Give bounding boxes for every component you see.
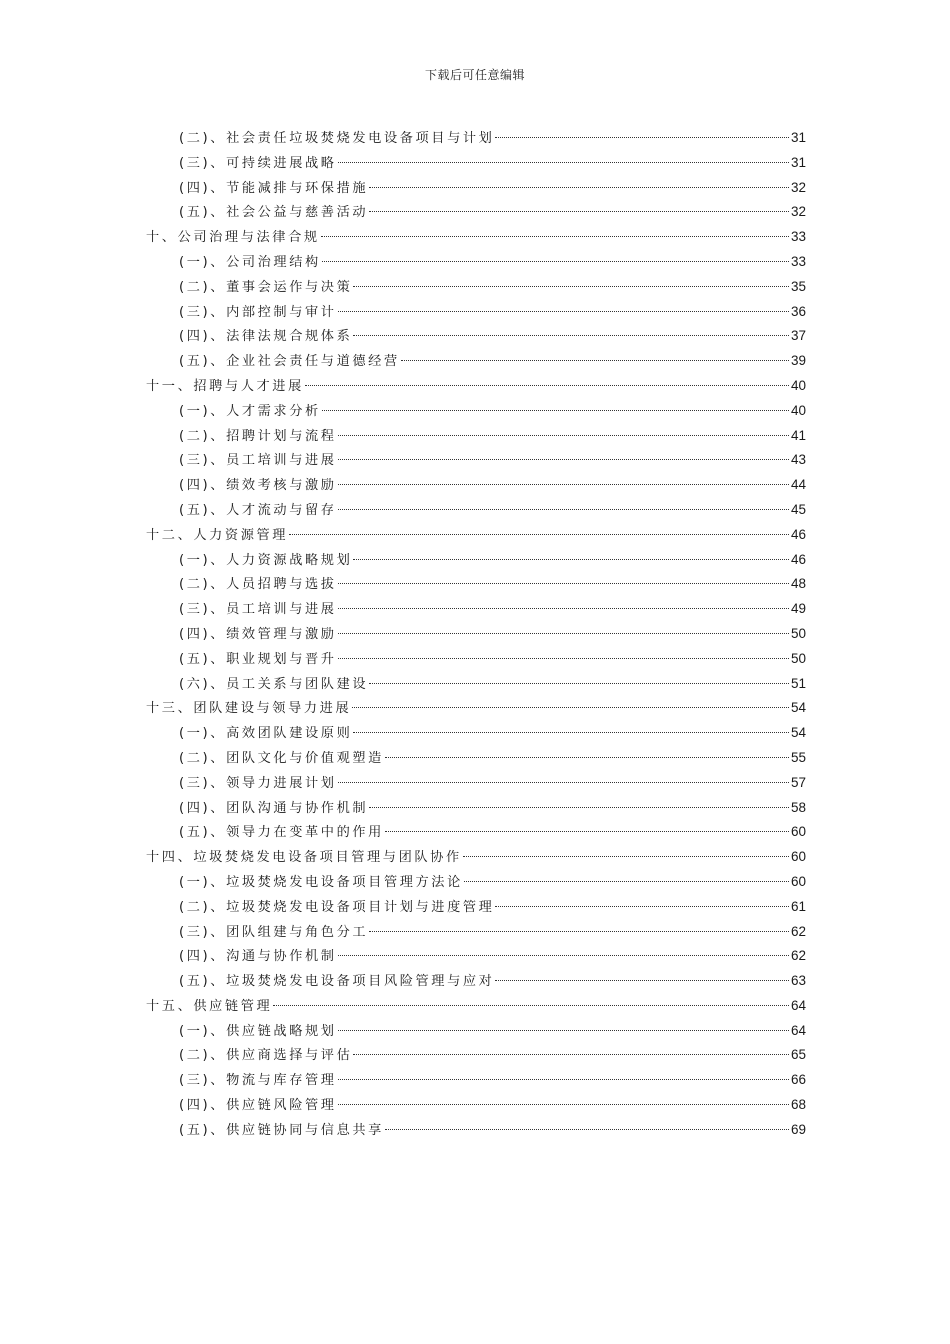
toc-entry-page-number: 48: [790, 576, 806, 592]
toc-section-entry[interactable]: [146, 572, 806, 597]
toc-entry-page-number: 57: [790, 774, 806, 790]
toc-section-entry[interactable]: [146, 969, 806, 994]
toc-entry-page-number: 44: [790, 477, 806, 493]
toc-chapter-entry[interactable]: [146, 225, 806, 250]
toc-entry-title: (四)、沟通与协作机制: [179, 949, 337, 965]
toc-entry-page-number: 32: [790, 179, 806, 195]
toc-section-entry[interactable]: [146, 944, 806, 969]
toc-entry-page-number: 46: [790, 551, 806, 567]
toc-dot-leader: [495, 980, 789, 981]
toc-chapter-entry[interactable]: [146, 523, 806, 548]
toc-dot-leader: [338, 435, 789, 436]
toc-entry-page-number: 64: [790, 1022, 806, 1038]
toc-dot-leader: [463, 856, 789, 857]
toc-dot-leader: [338, 311, 789, 312]
toc-dot-leader: [338, 484, 789, 485]
toc-entry-title: (四)、法律法规合规体系: [179, 329, 353, 345]
toc-entry-page-number: 63: [790, 973, 806, 989]
toc-dot-leader: [338, 509, 789, 510]
toc-section-entry[interactable]: [146, 176, 806, 201]
toc-dot-leader: [353, 559, 789, 560]
toc-entry-title: (五)、领导力在变革中的作用: [179, 825, 384, 841]
toc-dot-leader: [338, 1104, 789, 1105]
toc-dot-leader: [353, 732, 789, 733]
toc-entry-title: (一)、公司治理结构: [179, 254, 321, 270]
toc-entry-title: (二)、招聘计划与流程: [179, 428, 337, 444]
toc-entry-title: 十四、垃圾焚烧发电设备项目管理与团队协作: [146, 850, 462, 866]
toc-chapter-entry[interactable]: [146, 374, 806, 399]
toc-dot-leader: [464, 881, 789, 882]
toc-entry-page-number: 54: [790, 725, 806, 741]
toc-entry-page-number: 40: [790, 402, 806, 418]
toc-section-entry[interactable]: [146, 349, 806, 374]
toc-section-entry[interactable]: [146, 498, 806, 523]
toc-entry-page-number: 55: [790, 749, 806, 765]
toc-dot-leader: [369, 211, 789, 212]
toc-entry-title: (五)、职业规划与晋升: [179, 651, 337, 667]
toc-entry-title: (一)、垃圾焚烧发电设备项目管理方法论: [179, 874, 463, 890]
toc-dot-leader: [353, 286, 789, 287]
toc-entry-page-number: 40: [790, 377, 806, 393]
toc-entry-page-number: 60: [790, 824, 806, 840]
toc-entry-page-number: 36: [790, 303, 806, 319]
toc-entry-title: (三)、物流与库存管理: [179, 1073, 337, 1089]
toc-entry-page-number: 68: [790, 1097, 806, 1113]
toc-section-entry[interactable]: [146, 399, 806, 424]
toc-entry-title: (二)、团队文化与价值观塑造: [179, 750, 384, 766]
toc-dot-leader: [495, 906, 789, 907]
toc-section-entry[interactable]: [146, 473, 806, 498]
toc-dot-leader: [338, 608, 789, 609]
toc-dot-leader: [495, 137, 789, 138]
toc-entry-title: (四)、供应链风险管理: [179, 1098, 337, 1114]
toc-dot-leader: [385, 757, 789, 758]
toc-section-entry[interactable]: [146, 151, 806, 176]
toc-dot-leader: [369, 931, 789, 932]
toc-entry-page-number: 60: [790, 873, 806, 889]
toc-entry-page-number: 45: [790, 501, 806, 517]
toc-dot-leader: [385, 1129, 789, 1130]
toc-entry-page-number: 51: [790, 675, 806, 691]
toc-entry-title: 十五、供应链管理: [146, 998, 273, 1014]
toc-section-entry[interactable]: [146, 250, 806, 275]
toc-entry-page-number: 31: [790, 130, 806, 145]
toc-dot-leader: [369, 683, 789, 684]
toc-section-entry[interactable]: [146, 647, 806, 672]
toc-dot-leader: [401, 360, 789, 361]
toc-dot-leader: [338, 955, 789, 956]
toc-entry-title: (二)、垃圾焚烧发电设备项目计划与进度管理: [179, 899, 495, 915]
toc-section-entry[interactable]: [146, 920, 806, 945]
toc-entry-page-number: 62: [790, 923, 806, 939]
toc-entry-page-number: 58: [790, 799, 806, 815]
toc-entry-title: (二)、董事会运作与决策: [179, 279, 353, 295]
toc-section-entry[interactable]: [146, 300, 806, 325]
toc-entry-page-number: 39: [790, 353, 806, 369]
toc-section-entry[interactable]: [146, 275, 806, 300]
toc-entry-title: (四)、团队沟通与协作机制: [179, 800, 369, 816]
table-of-contents: [146, 126, 806, 1143]
toc-dot-leader: [352, 707, 789, 708]
toc-entry-page-number: 65: [790, 1047, 806, 1063]
toc-entry-title: 十一、招聘与人才进展: [146, 378, 304, 394]
toc-entry-title: (一)、人才需求分析: [179, 403, 321, 419]
toc-entry-title: (三)、可持续进展战略: [179, 155, 337, 171]
toc-entry-page-number: 50: [790, 650, 806, 666]
toc-section-entry[interactable]: [146, 622, 806, 647]
toc-section-entry[interactable]: [146, 895, 806, 920]
toc-chapter-entry[interactable]: [146, 845, 806, 870]
toc-entry-page-number: 41: [790, 427, 806, 443]
toc-entry-title: (三)、内部控制与审计: [179, 304, 337, 320]
toc-entry-title: (三)、员工培训与进展: [179, 453, 337, 469]
toc-entry-page-number: 50: [790, 625, 806, 641]
toc-dot-leader: [338, 1030, 789, 1031]
toc-entry-title: (五)、社会公益与慈善活动: [179, 205, 369, 221]
toc-entry-page-number: 62: [790, 948, 806, 964]
toc-entry-title: (四)、绩效管理与激励: [179, 626, 337, 642]
toc-section-entry[interactable]: [146, 1019, 806, 1044]
toc-entry-page-number: 54: [790, 700, 806, 716]
toc-section-entry[interactable]: [146, 870, 806, 895]
toc-dot-leader: [385, 831, 789, 832]
toc-dot-leader: [338, 1079, 789, 1080]
toc-entry-page-number: 37: [790, 328, 806, 344]
toc-section-entry[interactable]: [146, 771, 806, 796]
toc-section-entry[interactable]: [146, 1118, 806, 1143]
toc-dot-leader: [338, 782, 789, 783]
toc-dot-leader: [369, 187, 789, 188]
toc-entry-title: (三)、员工培训与进展: [179, 602, 337, 618]
toc-entry-page-number: 49: [790, 601, 806, 617]
toc-entry-page-number: 33: [790, 229, 806, 245]
toc-entry-title: (一)、供应链战略规划: [179, 1023, 337, 1039]
toc-section-entry[interactable]: [146, 448, 806, 473]
page-header: 下载后可任意编辑: [424, 68, 525, 82]
toc-section-entry[interactable]: [146, 597, 806, 622]
toc-section-entry[interactable]: [146, 746, 806, 771]
toc-section-entry[interactable]: [146, 548, 806, 573]
toc-dot-leader: [273, 1005, 789, 1006]
toc-entry-title: (二)、人员招聘与选拔: [179, 577, 337, 593]
toc-chapter-entry[interactable]: [146, 994, 806, 1019]
toc-entry-page-number: 64: [790, 997, 806, 1013]
toc-entry-page-number: 32: [790, 204, 806, 220]
toc-section-entry[interactable]: [146, 820, 806, 845]
toc-entry-title: (五)、人才流动与留存: [179, 502, 337, 518]
toc-entry-title: (一)、高效团队建设原则: [179, 726, 353, 742]
toc-section-entry[interactable]: [146, 324, 806, 349]
toc-section-entry[interactable]: [146, 424, 806, 449]
toc-entry-page-number: 60: [790, 849, 806, 865]
toc-entry-title: 十二、人力资源管理: [146, 527, 289, 543]
toc-entry-title: (二)、供应商选择与评估: [179, 1048, 353, 1064]
toc-entry-page-number: 66: [790, 1072, 806, 1088]
toc-dot-leader: [289, 534, 789, 535]
toc-dot-leader: [322, 261, 789, 262]
toc-section-entry[interactable]: [146, 1068, 806, 1093]
toc-entry-page-number: 31: [790, 154, 806, 170]
toc-entry-title: (四)、绩效考核与激励: [179, 478, 337, 494]
toc-entry-title: (五)、企业社会责任与道德经营: [179, 354, 400, 370]
toc-entry-title: (四)、节能减排与环保措施: [179, 180, 369, 196]
toc-entry-page-number: 46: [790, 526, 806, 542]
toc-dot-leader: [338, 162, 789, 163]
toc-entry-page-number: 43: [790, 452, 806, 468]
toc-entry-title: (五)、垃圾焚烧发电设备项目风险管理与应对: [179, 974, 495, 990]
toc-dot-leader: [321, 236, 789, 237]
toc-section-entry[interactable]: [146, 1043, 806, 1068]
toc-dot-leader: [353, 1054, 789, 1055]
toc-chapter-entry[interactable]: [146, 696, 806, 721]
toc-entry-title: (三)、领导力进展计划: [179, 775, 337, 791]
toc-section-entry[interactable]: [146, 126, 806, 151]
toc-entry-page-number: 69: [790, 1121, 806, 1137]
toc-entry-page-number: 33: [790, 253, 806, 269]
toc-section-entry[interactable]: [146, 672, 806, 697]
toc-dot-leader: [338, 658, 789, 659]
toc-entry-title: 十、公司治理与法律合规: [146, 230, 320, 246]
toc-entry-page-number: 61: [790, 898, 806, 914]
toc-entry-title: (六)、员工关系与团队建设: [179, 676, 369, 692]
toc-section-entry[interactable]: [146, 1093, 806, 1118]
toc-entry-title: (二)、社会责任垃圾焚烧发电设备项目与计划: [179, 131, 495, 146]
toc-entry-title: (三)、团队组建与角色分工: [179, 924, 369, 940]
toc-entry-title: 十三、团队建设与领导力进展: [146, 701, 352, 717]
toc-section-entry[interactable]: [146, 721, 806, 746]
toc-dot-leader: [369, 807, 789, 808]
toc-dot-leader: [338, 459, 789, 460]
toc-dot-leader: [338, 633, 789, 634]
toc-entry-page-number: 35: [790, 278, 806, 294]
toc-section-entry[interactable]: [146, 796, 806, 821]
toc-dot-leader: [338, 583, 789, 584]
toc-dot-leader: [305, 385, 789, 386]
toc-dot-leader: [353, 335, 789, 336]
toc-section-entry[interactable]: [146, 200, 806, 225]
toc-entry-title: (一)、人力资源战略规划: [179, 552, 353, 568]
toc-entry-title: (五)、供应链协同与信息共享: [179, 1122, 384, 1138]
toc-dot-leader: [322, 410, 789, 411]
